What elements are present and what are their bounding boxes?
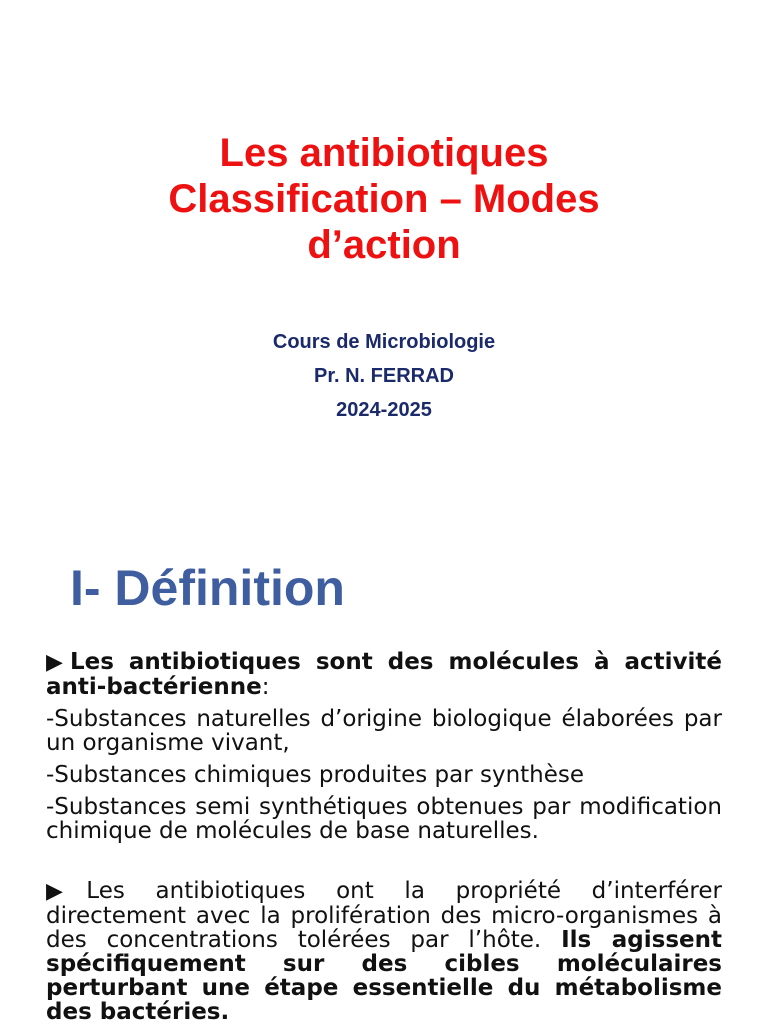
bullet-triangle-icon: ▶	[46, 650, 70, 675]
slide-subtitle	[0, 325, 768, 427]
title-line-2: Classification – Modes	[168, 177, 600, 221]
paragraph-semi-synthetic: -Substances semi synthétiques obtenues par modification chimique de molécules de base naturelles.	[46, 794, 722, 844]
slide-title	[0, 130, 768, 268]
bullet-triangle-icon: ▶	[46, 879, 87, 904]
paragraph-natural-substances: -Substances naturelles d’origine biologique élaborées par un organisme vivant,	[46, 706, 722, 756]
course-name: Cours de Microbiologie	[272, 331, 496, 353]
interference-text: Les antibiotiques ont la propriété d’interférer directement avec la prolifération des micro-organismes à des concentrations tolérées par l’hôte.	[46, 878, 722, 953]
paragraph-interference	[46, 879, 722, 1024]
title-line-3: d’action	[307, 223, 461, 267]
author-name: Pr. N. FERRAD	[313, 365, 455, 387]
definition-bold-text: Les antibiotiques sont des molécules à activité anti-bactérienne	[46, 649, 723, 700]
title-line-1: Les antibiotiques	[219, 131, 549, 175]
paragraph-definition	[46, 650, 722, 699]
academic-year: 2024-2025	[336, 399, 432, 421]
interference-bold-text: Ils agissent spécifiquement sur des cibles moléculaires perturbant une étape essentielle du métabolisme des bactéries.	[46, 927, 722, 1024]
definition-body	[46, 650, 722, 1024]
definition-colon: :	[261, 674, 270, 700]
section-heading: I- Définition	[70, 560, 345, 616]
paragraph-chemical-substances: -Substances chimiques produites par synthèse	[46, 762, 585, 788]
definition-slide	[0, 540, 768, 1024]
